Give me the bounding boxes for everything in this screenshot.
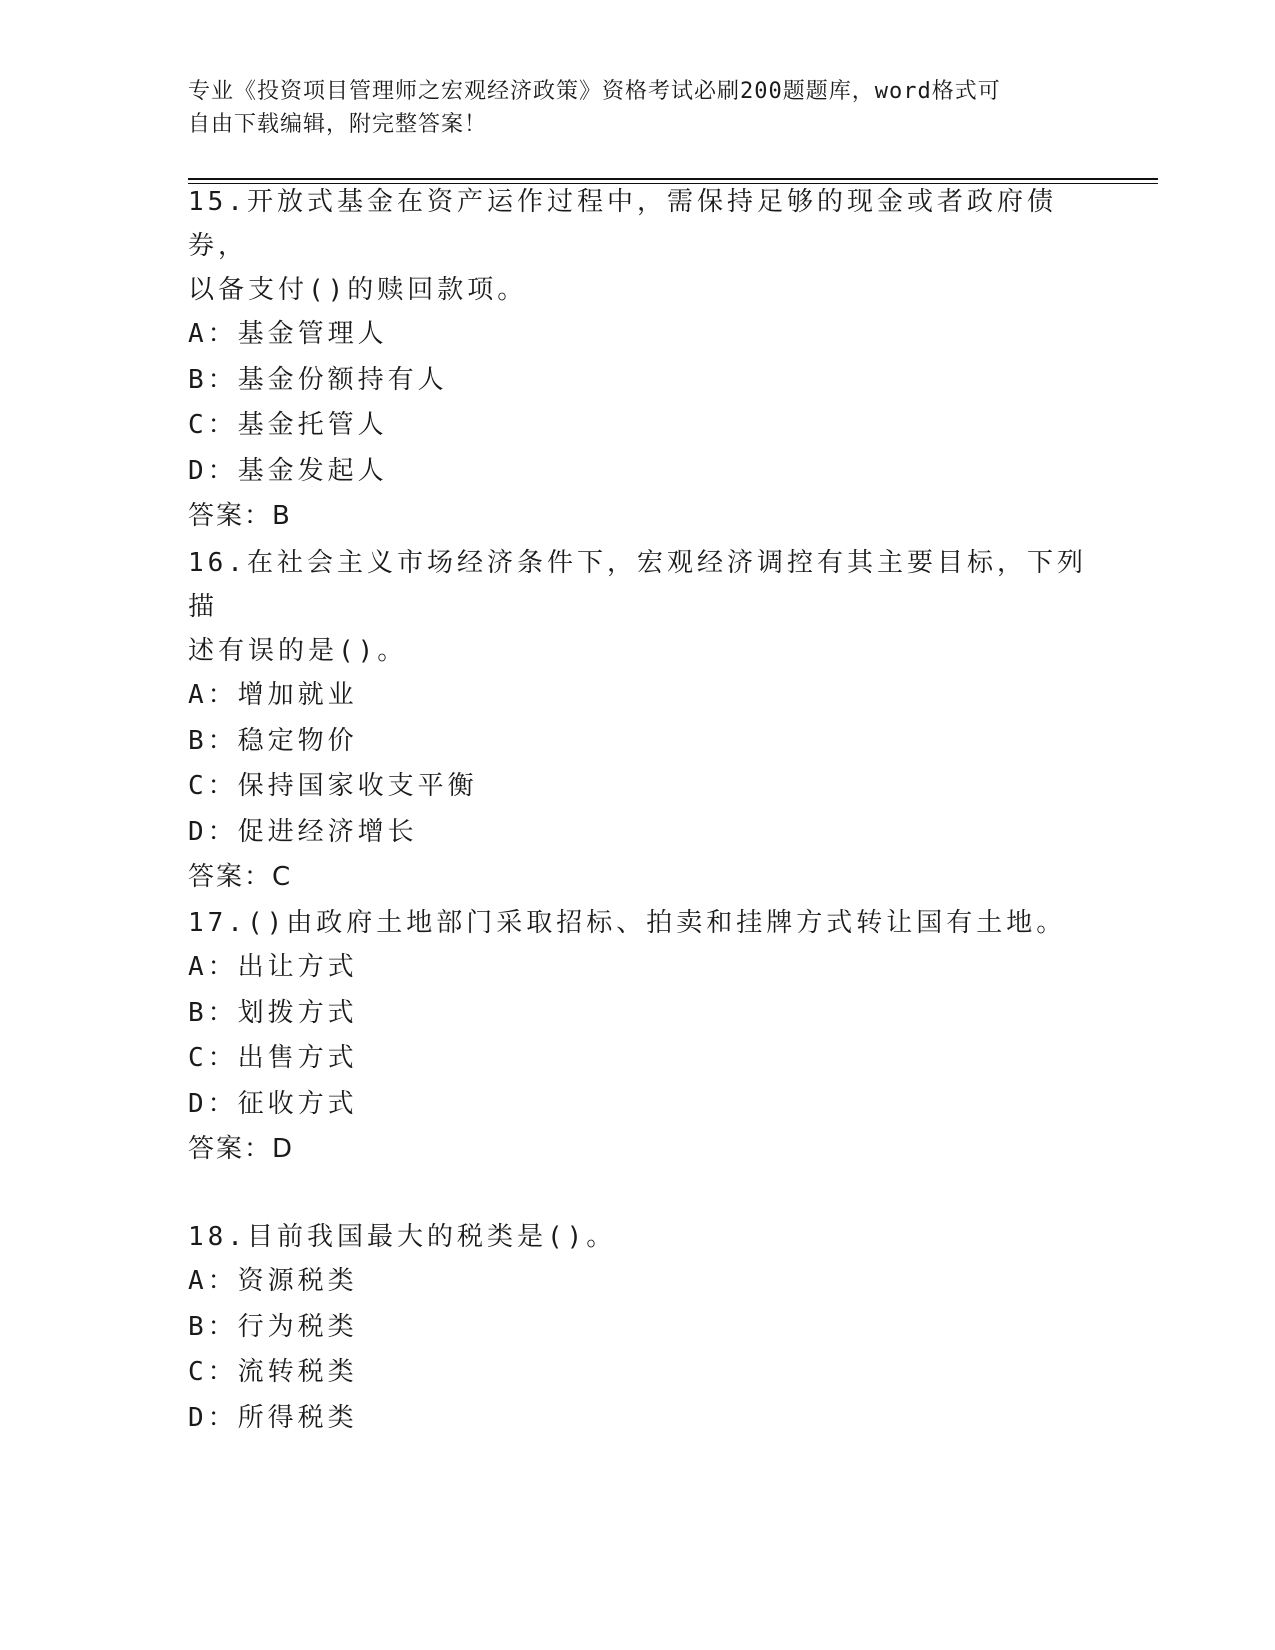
answer: 答案：B xyxy=(188,501,292,531)
question-text-line: 16.在社会主义市场经济条件下，宏观经济调控有其主要目标，下列描 xyxy=(188,548,1087,622)
option-b: B：稳定物价 xyxy=(188,725,358,756)
answer: 答案：C xyxy=(188,862,293,892)
option-c: C：基金托管人 xyxy=(188,410,388,440)
question-text-line: 17.()由政府土地部门采取招标、拍卖和挂牌方式转让国有土地。 xyxy=(188,908,1067,938)
option-c: C：出售方式 xyxy=(188,1043,358,1073)
answer: 答案：D xyxy=(188,1134,295,1164)
question-15 xyxy=(188,180,1088,540)
header-line-2: 自由下载编辑，附完整答案！ xyxy=(188,112,488,137)
question-16 xyxy=(188,541,1088,901)
option-a: A：基金管理人 xyxy=(188,319,388,349)
option-d: D：基金发起人 xyxy=(188,455,388,486)
option-d: D：征收方式 xyxy=(188,1088,358,1119)
header-line-1: 专业《投资项目管理师之宏观经济政策》资格考试必刷200题题库，word格式可 xyxy=(188,79,1001,104)
question-18 xyxy=(188,1215,1088,1441)
document-header xyxy=(188,75,1068,141)
question-text-line: 以备支付()的赎回款项。 xyxy=(188,275,528,305)
option-b: B：基金份额持有人 xyxy=(188,364,448,395)
option-c: C：保持国家收支平衡 xyxy=(188,771,478,801)
question-text-line: 15.开放式基金在资产运作过程中，需保持足够的现金或者政府债券， xyxy=(188,187,1057,261)
option-b: B：划拨方式 xyxy=(188,997,358,1028)
question-text-line: 述有误的是()。 xyxy=(188,636,408,666)
option-a: A：资源税类 xyxy=(188,1266,358,1296)
option-c: C：流转税类 xyxy=(188,1357,358,1387)
option-d: D：促进经济增长 xyxy=(188,816,418,847)
question-text-line: 18.目前我国最大的税类是()。 xyxy=(188,1222,617,1252)
question-17 xyxy=(188,901,1088,1173)
option-a: A：出让方式 xyxy=(188,952,358,982)
option-a: A：增加就业 xyxy=(188,680,358,710)
option-b: B：行为税类 xyxy=(188,1311,358,1342)
option-d: D：所得税类 xyxy=(188,1402,358,1433)
